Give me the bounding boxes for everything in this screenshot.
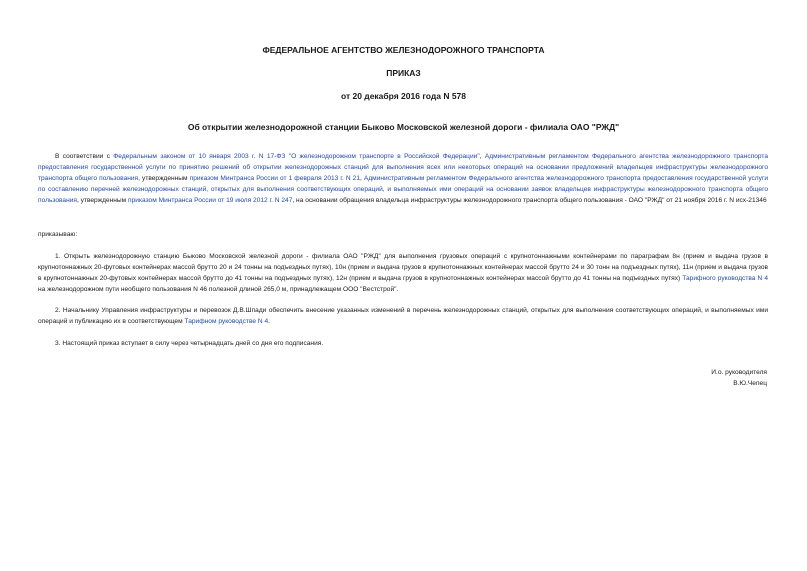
preamble-text-3: , утвержденным [138,174,190,182]
order-lead: приказываю: [38,231,78,238]
admin-regulation-2-link[interactable]: Административным регламентом Федерального агентства железнодорожного транспорта предоставления государственной услуги по составлению перечней железнодорожных станций, открытых для выполнения соответствующих операций, и выполняемых ими операций на основании заявок владельцев инфраструктуры железнодорожного транспорта общего пользования [38,174,769,204]
tariff-guide-link-2[interactable]: Тарифном руководстве N 4 [184,318,269,326]
tariff-guide-link-1[interactable]: Тарифного руководства N 4 [682,274,768,282]
preamble-text-2: , [479,153,485,160]
admin-regulation-1-link[interactable]: Административным регламентом Федерального агентства железнодорожного транспорта предоставления государственной услуги по принятию решений об открытии железнодорожных станций для выполнения всех или некоторых операций на основании предложений владельцев инфраструктуры железнодорожного транспорта общего пользования [38,153,769,182]
signatory-name: В.Ю.Чепец [733,380,767,387]
preamble-text-1: В соответствии с [55,153,114,160]
order-item-1-text: 1. Открыть железнодорожную станцию Быково Московской железной дороги - филиала ОАО "РЖД" для выполнения грузовых операций с крупнотоннажными контейнерами по параграфам 8н (прием и выдача грузов в крупнотоннажных 20-футовых контейнерах массой брутто 20 и 24 тонны на подъездных путях), 10н (прием и выдача грузов в крупнотоннажных контейнерах массой брутто 24 и 30 тонн на подъездных путях), 11н (прием и выдача грузов в крупнотоннажных 20-футовых контейнерах массой брутто до 41 тонны на подъездных путях), 12н (прием и выдача грузов в крупнотоннажных контейнерах массой брутто до 41 тонны на подъездных путях) [38,252,768,282]
document-subject: Об открытии железнодорожной станции Быково Московской железной дороги - филиала ОАО "РЖД" [187,122,620,132]
decision-section [38,230,768,350]
order-item-2-text-end: . [268,318,270,326]
preamble-paragraph [38,152,768,207]
preamble-text-4: , [360,174,364,182]
federal-law-link[interactable]: Федеральным законом от 10 января 2003 г. N 17-ФЗ "О железнодорожном транспорте в Российской Федерации" [113,153,480,160]
order-item-2-text: 2. Начальнику Управления инфраструктуры и перевозок Д.В.Шпади обеспечить внесение указанных изменений в перечень железнодорожных станций, открытых для выполнения соответствующих операций, и выполняемых ими операций и публикацию их в соответствующем [38,307,768,326]
preamble-text [38,152,768,207]
order-item-3: 3. Настоящий приказ вступает в силу через четырнадцать дней со дня его подписания. [55,340,324,348]
agency-title: ФЕДЕРАЛЬНОЕ АГЕНТСТВО ЖЕЛЕЗНОДОРОЖНОГО ТРАНСПОРТА [262,45,545,55]
mintrans-order-21-link[interactable]: приказом Минтранса России от 1 февраля 2013 г. N 21 [189,174,361,182]
document-date-number: от 20 декабря 2016 года N 578 [340,91,467,101]
order-item-1-text-end: на железнодорожном пути необщего пользования N 46 полезной длиной 265,0 м, принадлежащем ООО "Вестстрой". [38,285,399,293]
signatory-role: И.о. руководителя [711,369,767,376]
document-type-title: ПРИКАЗ [386,68,421,78]
preamble-text-5: , утвержденным [76,196,129,204]
order-item-1 [38,252,768,296]
order-item-2 [38,306,768,328]
mintrans-order-247-link[interactable]: приказом Минтранса России от 19 июля 2012 г. N 247 [128,196,293,204]
preamble-text-6: , на основании обращения владельца инфраструктуры железнодорожного транспорта общего пользования - ОАО "РЖД" от 21 ноября 2016 г. N исх-21346 [292,196,767,204]
